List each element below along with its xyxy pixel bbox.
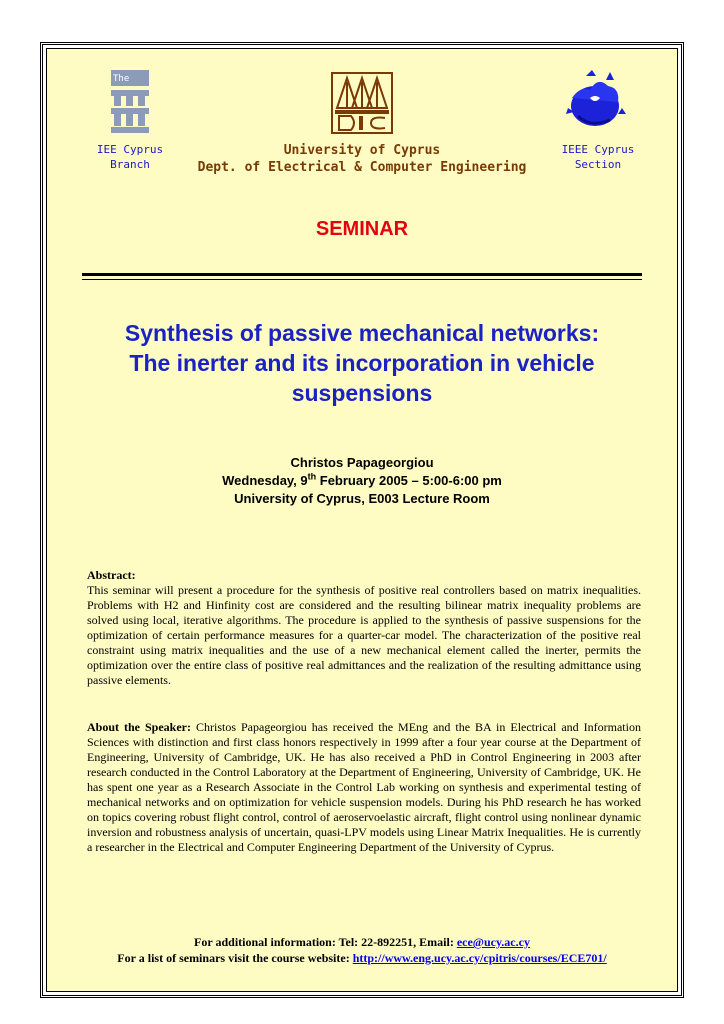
university-of-cyprus-logo <box>331 72 393 134</box>
ieee-logo <box>560 68 630 138</box>
speaker-bio-section <box>87 720 641 855</box>
course-website-link[interactable]: http://www.eng.ucy.ac.cy/cpitris/courses/ECE701/ <box>352 951 607 965</box>
university-header <box>180 142 544 176</box>
iee-cyprus-label: IEE Cyprus Branch <box>96 143 164 171</box>
speaker-bio-heading: About the Speaker: <box>87 720 191 734</box>
event-date: Wednesday, 9th February 2005 – 5:00-6:00 pm <box>222 471 502 488</box>
divider-thin <box>82 279 642 280</box>
contact-line: For additional information: Tel: 22-892251, Email: ece@ucy.ac.cy <box>194 935 530 949</box>
website-line: For a list of seminars visit the course website: http://www.eng.ucy.ac.cy/cpitris/courses/ECE701/ <box>117 951 607 965</box>
iee-logo <box>111 70 149 134</box>
event-venue: University of Cyprus, E003 Lecture Room <box>234 491 490 506</box>
speaker-name: Christos Papageorgiou <box>290 455 434 470</box>
seminar-title: Synthesis of passive mechanical networks: The inerter and its incorporation in vehicle suspensions <box>124 320 600 406</box>
seminar-heading: SEMINAR <box>315 218 409 240</box>
abstract-text: This seminar will present a procedure for the synthesis of positive real controllers based on matrix inequalities. Problems with H2 and Hinfinity cost are considered and the resulting bilinear matrix inequality problems are solved using local, iterative algorithms. The procedure is applied to the synthesis of passive suspensions for the optimization of certain performance measures for a quarter-car model. The characterization of the positive real constraint using matrix inequalities and the use of a new mechanical element called the inerter, permits the optimization over the entire class of positive real admittances and the realization of the resulting admittance using passive elements. <box>87 583 641 687</box>
email-link[interactable]: ece@ucy.ac.cy <box>456 935 530 949</box>
abstract-section <box>87 568 641 688</box>
speaker-bio-text: Christos Papageorgiou has received the MEng and the BA in Electrical and Information Sciences with distinction and first class honors respectively in 1999 after a four year course at the Department of Engineering, University of Cambridge, UK. He has also received a PhD in Control Engineering in 2003 after research conducted in the Control Laboratory at the Department of Engineering, University of Cambridge, UK. He has spent one year as a Research Associate in the Control Lab working on synthesis and experimental testing of mechanical networks and on optimization for vehicle suspension models. During his PhD research he has worked on topics covering robust flight control, control of aeroservoelastic aircraft, flight control using nonlinear dynamic inversion and robustness analysis of uncertain, quasi-LPV models using Linear Matrix Inequalities. He is currently a researcher in the Electrical and Computer Engineering Department of the University of Cyprus. <box>87 720 641 854</box>
department-name: Dept. of Electrical & Computer Engineering <box>197 160 527 175</box>
event-details <box>82 454 642 508</box>
iee-logo-text: The <box>113 74 130 84</box>
university-name: University of Cyprus <box>283 143 441 158</box>
abstract-heading: Abstract: <box>87 568 136 582</box>
divider-thick <box>82 273 642 276</box>
ieee-cyprus-label: IEEE Cyprus Section <box>561 143 635 171</box>
